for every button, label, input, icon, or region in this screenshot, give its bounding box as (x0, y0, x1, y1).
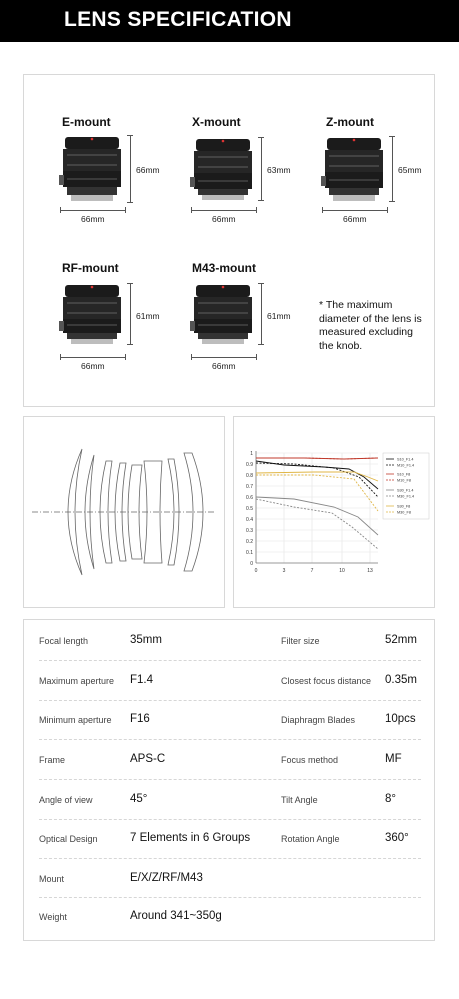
measurement-note: * The maximum diameter of the lens is measured excluding the knob. (319, 299, 422, 352)
mtf-x-tick: 3 (282, 568, 286, 574)
dim-width-m43: 66mm (212, 361, 236, 371)
mount-label-x: X-mount (192, 115, 241, 129)
spec-label: Filter size (281, 636, 320, 646)
dim-width-rf: 66mm (81, 361, 105, 371)
mtf-curve (256, 499, 378, 549)
dim-height-rf: 61mm (136, 311, 160, 321)
spec-value: F16 (130, 713, 150, 725)
lens-illustration-m43 (190, 283, 256, 351)
spec-value: E/X/Z/RF/M43 (130, 872, 203, 884)
spec-value: MF (385, 753, 402, 765)
mtf-legend-entry: M10_F8 (397, 478, 411, 483)
mtf-y-tick: 1 (250, 451, 253, 457)
mtf-y-tick: 0 (250, 561, 253, 567)
mtf-chart-panel (233, 416, 435, 608)
spec-value: 8° (385, 793, 396, 805)
mount-label-rf: RF-mount (62, 261, 119, 275)
dim-height-m43: 61mm (267, 311, 291, 321)
lens-illustration-rf (59, 283, 125, 351)
mtf-y-tick: 0.6 (246, 495, 253, 501)
mtf-x-tick: 0 (254, 568, 258, 574)
dim-height-e: 66mm (136, 165, 160, 175)
mtf-y-tick: 0.9 (246, 462, 253, 468)
dim-height-x: 63mm (267, 165, 291, 175)
optical-diagram-panel (23, 416, 225, 608)
lens-illustration-z (321, 136, 387, 204)
mtf-curves (256, 458, 378, 549)
spec-table (23, 619, 435, 941)
mtf-y-tick: 0.4 (246, 517, 253, 523)
mtf-legend-entry: M30_F8 (397, 510, 411, 515)
mtf-curve (256, 463, 378, 497)
mtf-legend-entry: M10_F1.4 (397, 463, 415, 468)
mtf-grid (256, 453, 378, 563)
mount-label-m43: M43-mount (192, 261, 256, 275)
spec-label: Weight (39, 912, 67, 922)
spec-value: 35mm (130, 634, 162, 646)
dim-width-z: 66mm (343, 214, 367, 224)
mtf-legend (383, 453, 429, 519)
spec-label: Angle of view (39, 795, 93, 805)
mtf-legend-entry: S10_F1.4 (397, 457, 414, 462)
mount-label-z: Z-mount (326, 115, 374, 129)
spec-label: Diaphragm Blades (281, 715, 356, 725)
mtf-y-tick: 0.2 (246, 539, 253, 545)
mtf-x-tick: 7 (310, 568, 314, 574)
dim-height-z: 65mm (398, 165, 422, 175)
dim-width-e: 66mm (81, 214, 105, 224)
spec-label: Minimum aperture (39, 715, 112, 725)
mtf-y-tick: 0.5 (246, 506, 253, 512)
spec-label: Tilt Angle (281, 795, 318, 805)
spec-value: 0.35m (385, 674, 417, 686)
spec-value: 7 Elements in 6 Groups (130, 832, 251, 844)
mtf-y-tick: 0.7 (246, 484, 253, 490)
spec-label: Mount (39, 874, 65, 884)
spec-label: Rotation Angle (281, 834, 340, 844)
page-header (0, 0, 459, 42)
lens-illustration-x (190, 137, 256, 205)
mtf-y-tick: 0.3 (246, 528, 253, 534)
spec-value: APS-C (130, 753, 166, 765)
spec-label: Focus method (281, 755, 339, 765)
mtf-curve (256, 475, 378, 511)
mtf-chart (234, 417, 434, 607)
mtf-legend-entry: S30_F8 (397, 504, 411, 509)
spec-label: Maximum aperture (39, 676, 115, 686)
spec-value: Around 341~350g (130, 910, 222, 922)
mtf-curve (256, 472, 378, 481)
spec-label: Closest focus distance (281, 676, 372, 686)
mtf-legend-entry: S30_F1.4 (397, 488, 414, 493)
mtf-x-tick: 10 (339, 568, 345, 574)
optical-diagram (24, 417, 224, 607)
mtf-legend-entry: M30_F1.4 (397, 494, 415, 499)
spec-label: Optical Design (39, 834, 98, 844)
page-title: LENS SPECIFICATION (64, 8, 292, 31)
mtf-y-tick: 0.8 (246, 473, 253, 479)
spec-value: F1.4 (130, 674, 154, 686)
spec-label: Focal length (39, 636, 89, 646)
spec-label: Frame (39, 755, 66, 765)
mount-dimensions-panel (23, 74, 435, 407)
spec-value: 45° (130, 793, 148, 805)
mount-label-e: E-mount (62, 115, 111, 129)
mtf-y-tick: 0.1 (246, 550, 253, 556)
lens-illustration-e (59, 135, 125, 203)
mtf-x-tick: 13 (367, 568, 373, 574)
spec-value: 52mm (385, 634, 417, 646)
spec-value: 360° (385, 832, 409, 844)
mtf-legend-entry: S10_F8 (397, 472, 411, 477)
dim-width-x: 66mm (212, 214, 236, 224)
spec-value: 10pcs (385, 713, 416, 725)
